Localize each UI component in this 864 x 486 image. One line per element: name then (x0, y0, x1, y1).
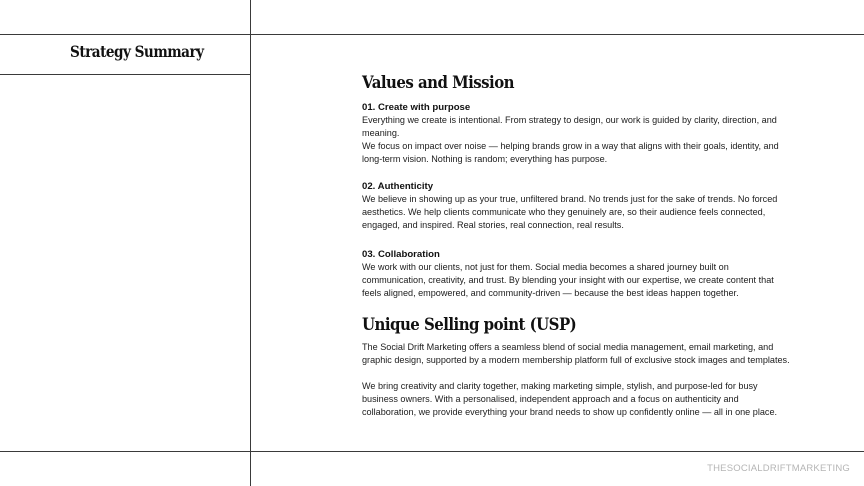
usp-heading: Unique Selling point (USP) (362, 315, 577, 335)
value-item-2 (362, 180, 822, 232)
usp-paragraph-2 (362, 380, 822, 419)
value-text-line: meaning. (362, 128, 400, 138)
value-item-1 (362, 101, 822, 166)
values-mission-heading: Values and Mission (362, 73, 515, 93)
main-content (362, 71, 822, 419)
usp-text-line: We bring creativity and clarity together, making marketing simple, stylish, and purpose-led for busy (362, 381, 758, 391)
top-divider (0, 34, 864, 35)
bottom-divider (0, 451, 864, 452)
value-text-line: engaged, and inspired. Real stories, real connection, real results. (362, 220, 624, 230)
page-title: Strategy Summary (70, 42, 204, 61)
usp-text-line: graphic design, supported by a modern membership platform full of exclusive stock images and templates. (362, 355, 790, 365)
sidebar-title-divider (0, 74, 251, 75)
usp-text-line: collaboration, we provide everything your brand needs to show up confidently online — all in one place. (362, 407, 778, 417)
vertical-divider (250, 0, 251, 486)
value-item-title: 01. Create with purpose (362, 102, 471, 113)
usp-paragraph-1 (362, 341, 822, 367)
value-item-3 (362, 248, 822, 300)
value-text-line: communication, creativity, and trust. By blending your insight with our expertise, we create content that (362, 275, 774, 285)
value-text-line: feels aligned, empowered, and community-driven — because the best ideas happen together. (362, 288, 739, 298)
value-text-line: We work with our clients, not just for them. Social media becomes a shared journey built on (362, 262, 729, 272)
value-item-title: 03. Collaboration (362, 249, 440, 260)
value-text-line: aesthetics. We help clients communicate who they genuinely are, so their audience feels connected, (362, 207, 766, 217)
footer-brand: THESOCIALDRIFTMARKETING (707, 463, 850, 474)
value-text-line: long-term vision. Nothing is random; everything has purpose. (362, 154, 608, 164)
value-text-line: Everything we create is intentional. From strategy to design, our work is guided by clarity, direction, and (362, 115, 777, 125)
value-item-title: 02. Authenticity (362, 181, 434, 192)
usp-text-line: The Social Drift Marketing offers a seamless blend of social media management, email marketing, and (362, 342, 774, 352)
value-text-line: We believe in showing up as your true, unfiltered brand. No trends just for the sake of trends. No forced (362, 194, 778, 204)
usp-text-line: business owners. With a personalised, independent approach and a focus on authenticity and (362, 394, 739, 404)
value-text-line: We focus on impact over noise — helping brands grow in a way that aligns with their goals, identity, and (362, 141, 779, 151)
